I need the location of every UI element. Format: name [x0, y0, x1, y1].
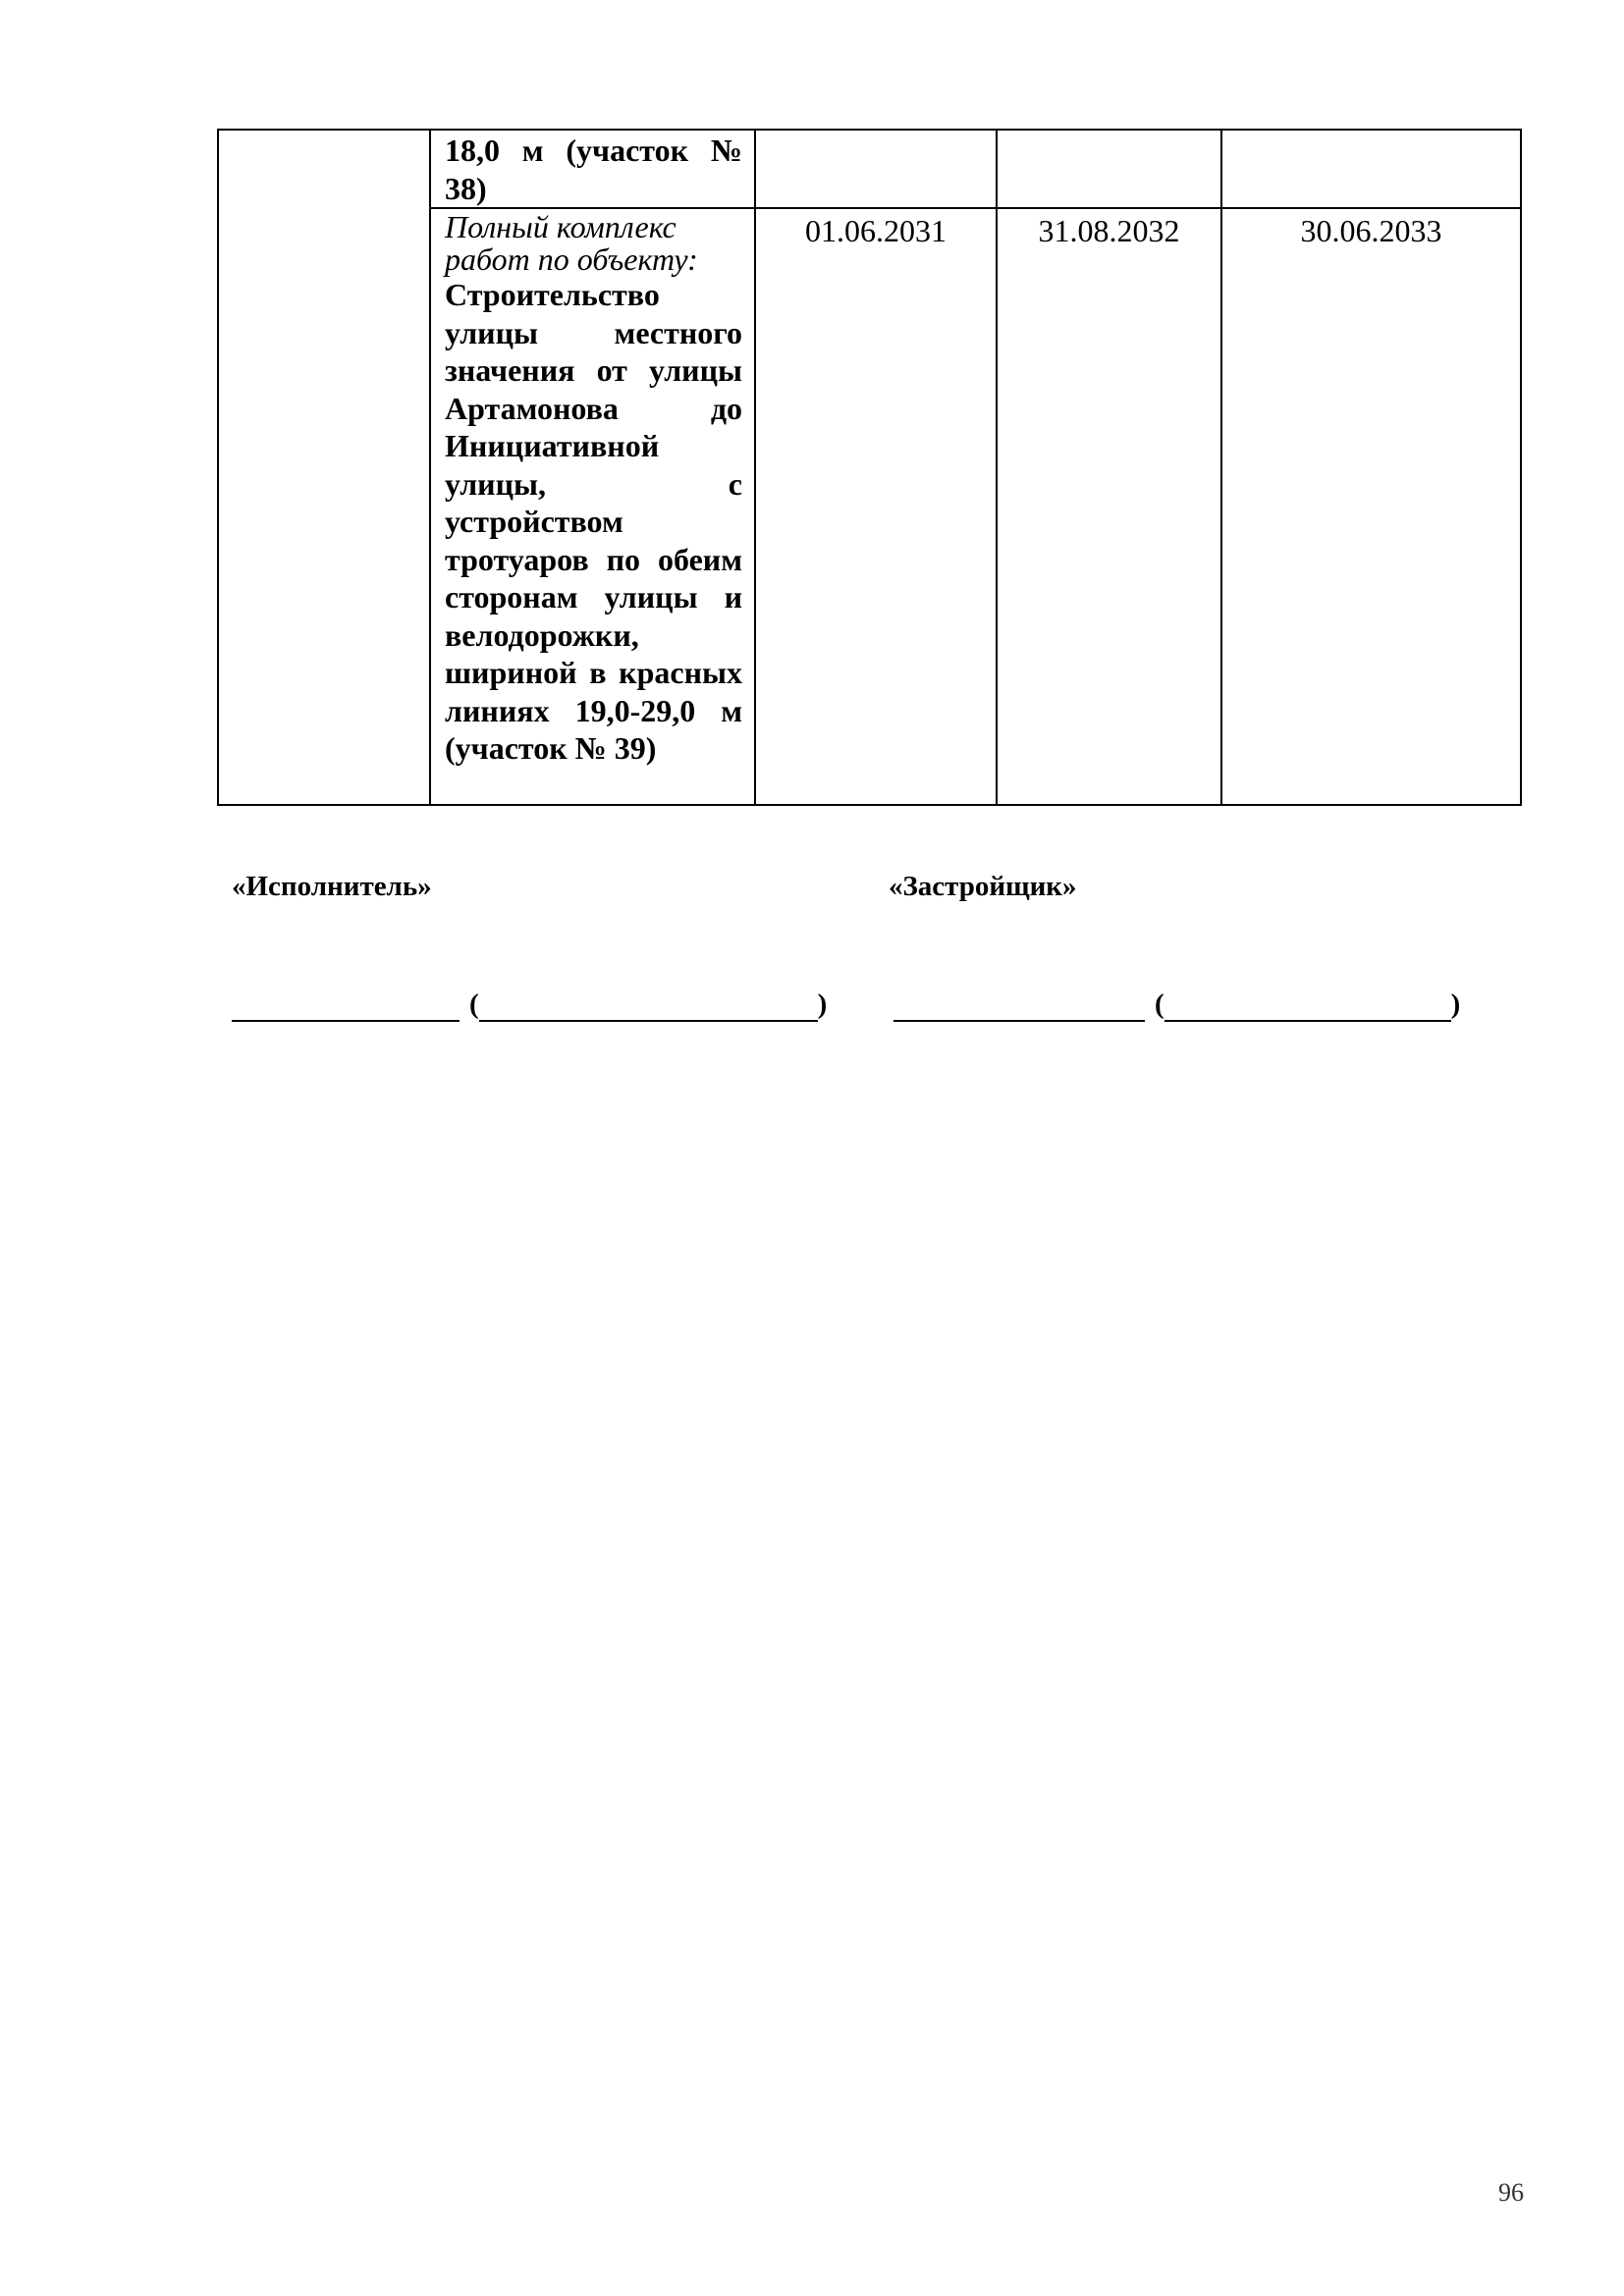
name-blank: [479, 988, 818, 1022]
object-description-text: 18,0 м (участок № 38): [445, 133, 742, 206]
open-paren: (: [1155, 988, 1164, 1020]
table-cell-empty: [1221, 130, 1521, 208]
open-paren: (: [469, 988, 479, 1020]
handover-date: 30.06.2033: [1300, 213, 1442, 248]
table-cell-start-date: [755, 208, 997, 805]
table-cell-object-description: [430, 208, 755, 805]
object-description-text: Строительство улицы местного значения от улицы Артамонова до Инициативной улицы, с устройством тротуаров по обеим сторонам улицы и велодорожки, шириной в красных линиях 19,0-29,0 м (участок № 39): [445, 277, 742, 766]
table-cell-object-description: [430, 130, 755, 208]
signature-blank: [232, 988, 460, 1022]
start-date: 01.06.2031: [805, 213, 947, 248]
table-row: [218, 130, 1521, 208]
executor-signature-line: [232, 983, 827, 1022]
close-paren: ): [1450, 988, 1461, 1020]
name-blank: [1164, 988, 1451, 1022]
table-cell-empty: [755, 130, 997, 208]
table-cell-end-date: [997, 208, 1221, 805]
developer-signature-line: [893, 983, 1460, 1022]
developer-label: «Застройщик»: [889, 871, 1077, 902]
close-paren: ): [817, 988, 828, 1020]
table-cell-empty: [218, 130, 430, 805]
table-cell-handover-date: [1221, 208, 1521, 805]
object-description-block: [431, 209, 754, 768]
works-schedule-table: [217, 129, 1522, 806]
page-number: 96: [1498, 2178, 1524, 2207]
works-intro-text: Полный комплекс работ по объекту:: [445, 209, 698, 277]
executor-label: «Исполнитель»: [232, 871, 432, 902]
end-date: 31.08.2032: [1038, 213, 1180, 248]
signature-blank: [893, 988, 1145, 1022]
table-cell-empty: [997, 130, 1221, 208]
